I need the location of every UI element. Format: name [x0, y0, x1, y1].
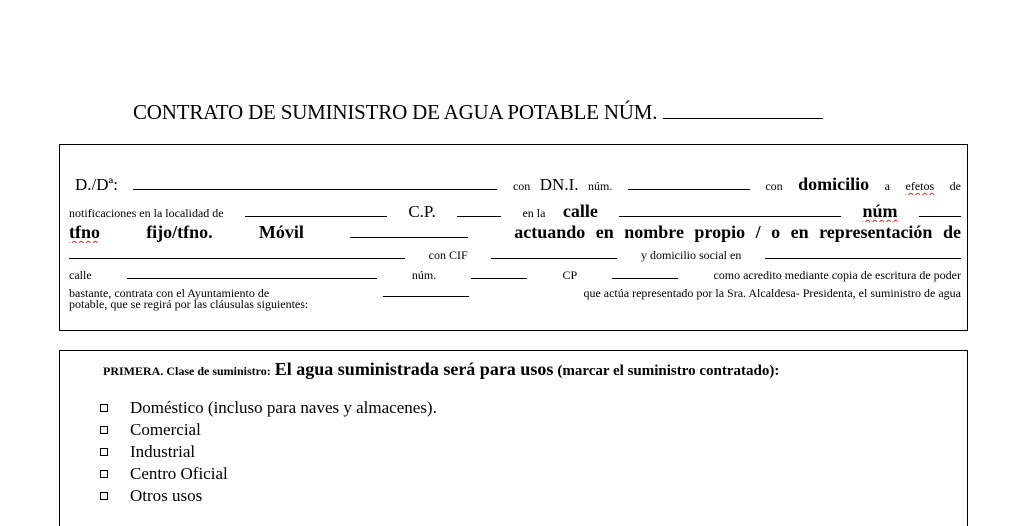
checkbox-icon[interactable] [100, 470, 108, 478]
clause-label: PRIMERA. Clase de suministro: [103, 364, 271, 378]
row-potable [69, 297, 961, 312]
street2-field[interactable] [127, 262, 377, 279]
checkbox-icon[interactable] [100, 404, 108, 412]
option-label: Otros usos [130, 486, 203, 505]
calle-label: calle [562, 201, 598, 221]
option-industrial[interactable] [100, 441, 437, 463]
represented-field[interactable] [69, 242, 405, 259]
dni-label: DN.I. [539, 175, 579, 194]
potable-label: potable, que se regirá por las cláusulas siguientes: [69, 297, 309, 311]
cp-label: C.P. [408, 202, 436, 221]
domicilio-label: domicilio [798, 174, 870, 194]
cp2-label: CP [562, 268, 578, 282]
number-field[interactable] [919, 200, 961, 217]
que-label: que actúa representado por la Sra. Alcaldesa- Presidenta, el suministro de agua [583, 286, 961, 300]
option-label: Comercial [130, 420, 201, 439]
number2-field[interactable] [471, 262, 527, 279]
de-label: de [949, 179, 961, 193]
tfno-label: tfno [69, 222, 100, 242]
option-domestico[interactable] [100, 397, 437, 419]
fijo-label: fijo/tfno. [146, 222, 213, 242]
con2-label: con [765, 179, 783, 193]
checkbox-icon[interactable] [100, 426, 108, 434]
option-comercial[interactable] [100, 419, 437, 441]
option-centro-oficial[interactable] [100, 463, 437, 485]
notif-label: notificaciones en la localidad de [69, 206, 224, 220]
calle2-label: calle [69, 268, 92, 282]
option-label: Centro Oficial [130, 464, 228, 483]
cif-field[interactable] [491, 242, 617, 259]
clause-text: El agua suministrada será para usos [274, 359, 554, 379]
efetos-label: efetos [905, 179, 935, 193]
clause-heading [103, 359, 779, 380]
page-title [133, 100, 893, 125]
num2-label: núm. [411, 268, 437, 282]
contract-parties-box [59, 144, 968, 331]
domicilio-social-label: y domicilio social en [641, 248, 742, 262]
checkbox-icon[interactable] [100, 492, 108, 500]
movil-label: Móvil [258, 222, 304, 242]
num-label: núm [862, 201, 898, 221]
como-label: como acredito mediante copia de escritura de poder [713, 268, 961, 282]
phone-field[interactable] [350, 221, 468, 238]
row-cif [69, 242, 961, 263]
name-field[interactable] [133, 173, 497, 190]
dni-num-label: núm. [588, 179, 613, 193]
cp-field[interactable] [457, 200, 501, 217]
option-label: Industrial [130, 442, 196, 461]
clause-box [59, 350, 968, 526]
a-label: a [884, 179, 890, 193]
social-address-field[interactable] [765, 242, 961, 259]
locality-field[interactable] [245, 200, 387, 217]
option-otros-usos[interactable] [100, 485, 437, 507]
actuando-label: actuando en nombre propio / o en representación de [514, 222, 961, 242]
option-label: Doméstico (incluso para naves y almacenes). [130, 398, 437, 417]
checkbox-icon[interactable] [100, 448, 108, 456]
con-cif-label: con CIF [428, 248, 468, 262]
dni-field[interactable] [628, 173, 750, 190]
cp2-field[interactable] [612, 262, 678, 279]
en-la-label: en la [522, 206, 546, 220]
row-name [69, 173, 961, 195]
clause-paren: (marcar el suministro contratado): [557, 363, 780, 379]
title-text: CONTRATO DE SUMINISTRO DE AGUA POTABLE NÚM. [133, 100, 658, 124]
bastante-label: bastante, contrata con el Ayuntamiento de [69, 286, 270, 300]
con-label: con [512, 179, 531, 193]
row-locality [69, 200, 961, 222]
row-phone [69, 221, 961, 243]
street-field[interactable] [619, 200, 841, 217]
dd-label: D./Dª: [75, 175, 118, 194]
supply-options-list [100, 397, 437, 507]
contract-number-field[interactable] [663, 100, 823, 119]
ayuntamiento-field[interactable] [383, 280, 469, 297]
